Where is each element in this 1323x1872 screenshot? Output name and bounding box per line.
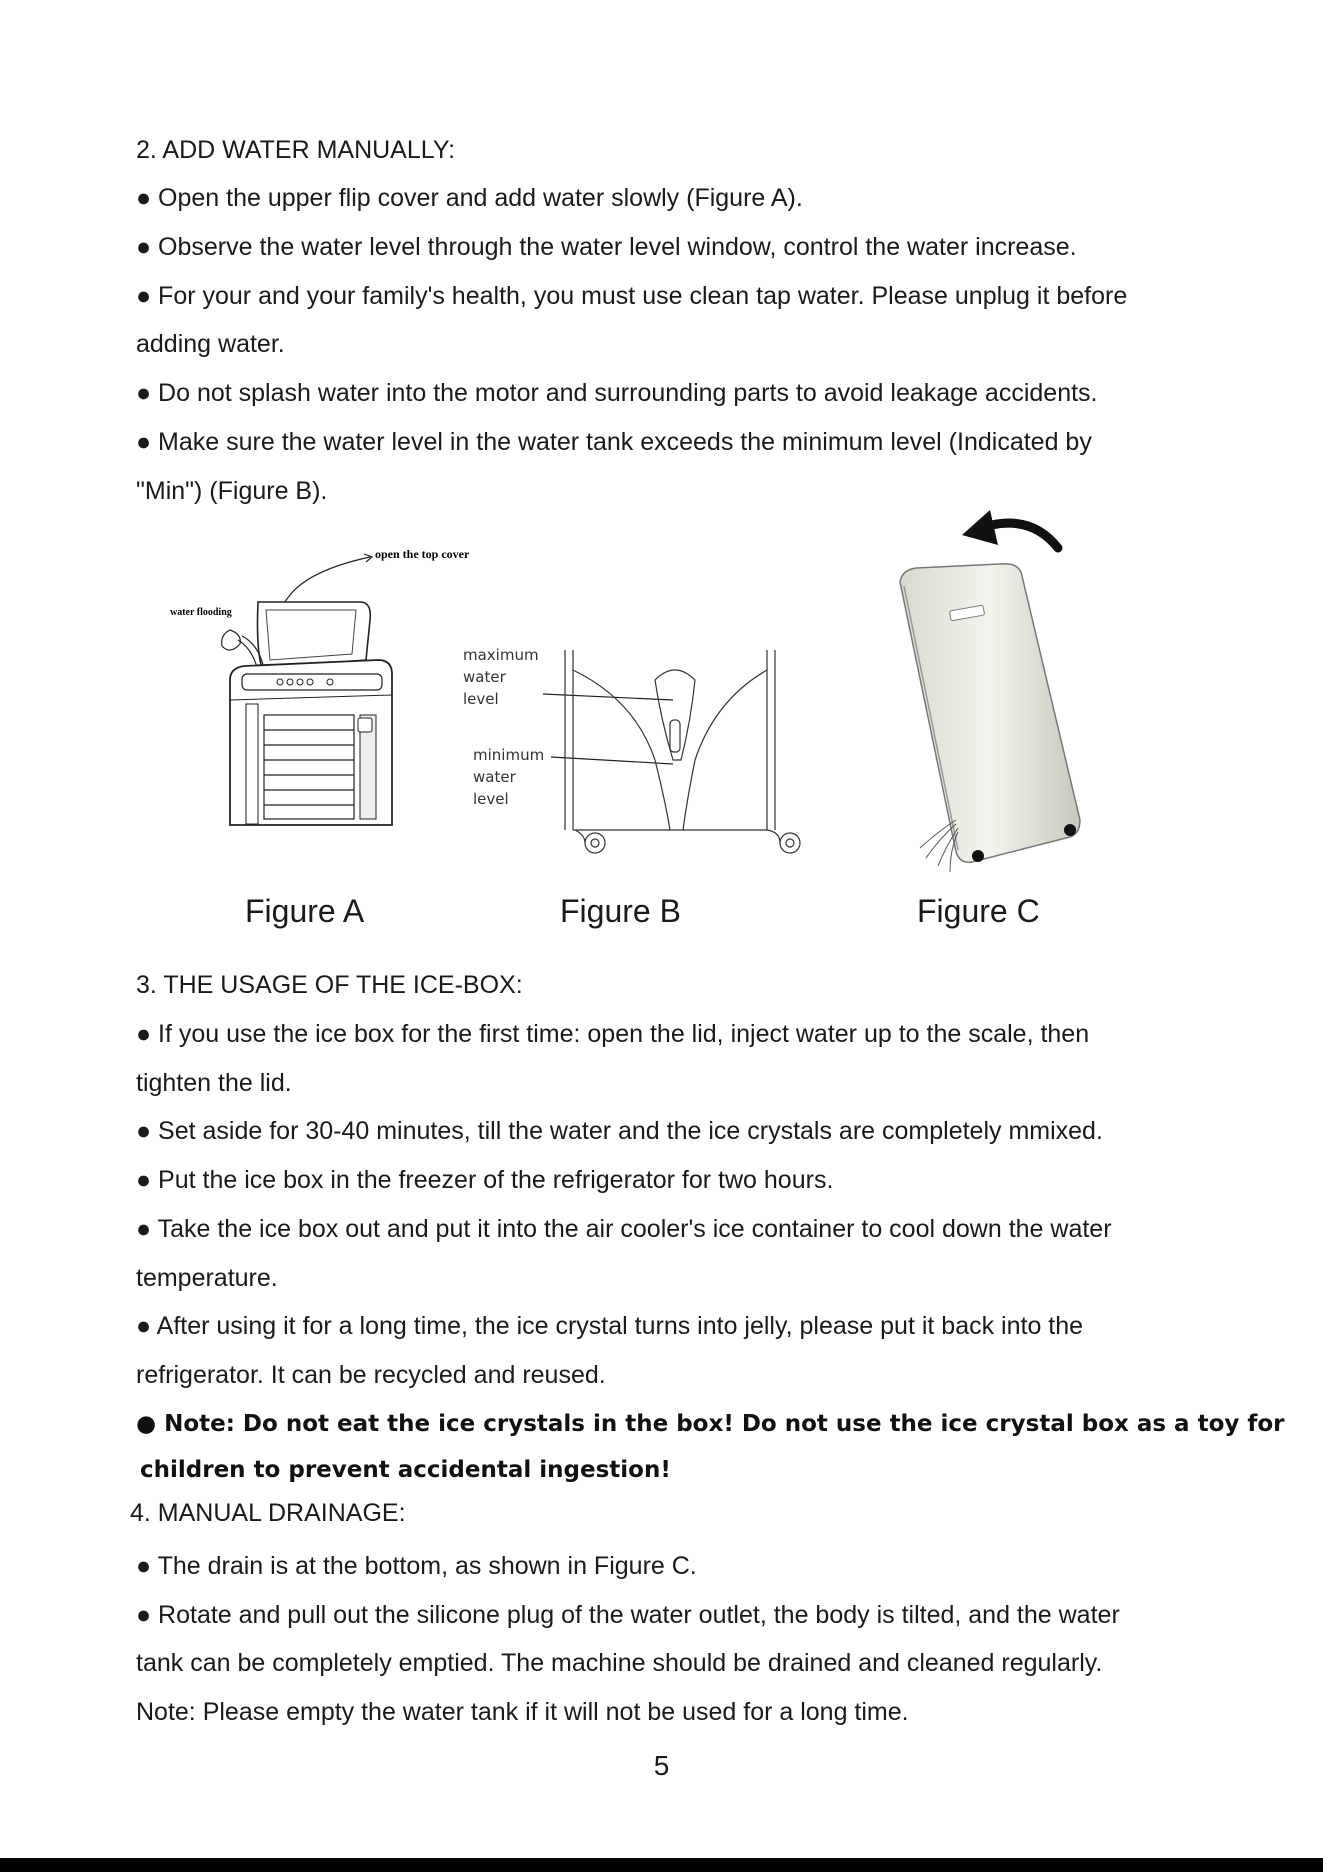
- ice-box-line-5: ● Take the ice box out and put it into the air cooler's ice container to cool down the water: [136, 1215, 1112, 1243]
- figure-b-min-label-2: water: [473, 768, 516, 786]
- section-heading-add-water: 2. ADD WATER MANUALLY:: [136, 136, 456, 164]
- figure-b-illustration: [455, 640, 825, 860]
- ice-box-line-6: temperature.: [136, 1264, 278, 1292]
- ice-box-line-3: ● Set aside for 30-40 minutes, till the water and the ice crystals are completely mmixed.: [136, 1117, 1103, 1145]
- figure-a-label-top-cover: open the top cover: [375, 547, 470, 561]
- figure-b-max-label-3: level: [463, 690, 499, 708]
- figure-a-illustration: [160, 540, 470, 840]
- drainage-line-3: tank can be completely emptied. The machine should be drained and cleaned regularly.: [136, 1649, 1103, 1677]
- ice-box-line-8: refrigerator. It can be recycled and reused.: [136, 1361, 606, 1389]
- add-water-line-4: adding water.: [136, 330, 285, 358]
- figure-a-caption: Figure A: [245, 893, 365, 929]
- page-bottom-border: [0, 1858, 1323, 1872]
- figure-c-illustration: [880, 490, 1090, 880]
- ice-box-line-4: ● Put the ice box in the freezer of the refrigerator for two hours.: [136, 1166, 834, 1194]
- ice-box-line-7: ● After using it for a long time, the ice crystal turns into jelly, please put it back into the: [136, 1312, 1084, 1340]
- ice-box-line-1: ● If you use the ice box for the first time: open the lid, inject water up to the scale, then: [136, 1020, 1090, 1048]
- figure-c-caption: Figure C: [917, 893, 1040, 929]
- ice-box-line-2: tighten the lid.: [136, 1069, 292, 1097]
- drainage-line-2: ● Rotate and pull out the silicone plug of the water outlet, the body is tilted, and the water: [136, 1601, 1120, 1629]
- add-water-line-5: ● Do not splash water into the motor and surrounding parts to avoid leakage accidents.: [136, 379, 1098, 407]
- ice-box-note-line-1: ● Note: Do not eat the ice crystals in the box! Do not use the ice crystal box as a toy for: [136, 1411, 1285, 1437]
- ice-box-note-line-2: children to prevent accidental ingestion!: [140, 1457, 671, 1483]
- add-water-line-1: ● Open the upper flip cover and add water slowly (Figure A).: [136, 184, 803, 212]
- page-number: 5: [653, 1750, 670, 1781]
- add-water-line-2: ● Observe the water level through the water level window, control the water increase.: [136, 233, 1077, 261]
- add-water-line-7: "Min") (Figure B).: [136, 477, 328, 505]
- drainage-line-4: Note: Please empty the water tank if it will not be used for a long time.: [136, 1698, 909, 1726]
- figure-a-label-flooding: water flooding: [170, 607, 232, 618]
- figure-b-max-label-1: maximum: [463, 646, 539, 664]
- section-heading-drainage: 4. MANUAL DRAINAGE:: [130, 1499, 406, 1527]
- add-water-line-3: ● For your and your family's health, you must use clean tap water. Please unplug it before: [136, 282, 1128, 310]
- figure-b-caption: Figure B: [560, 893, 681, 929]
- figure-b-min-label-3: level: [473, 790, 509, 808]
- figure-b-min-label-1: minimum: [473, 746, 545, 764]
- arrow-icon: [962, 510, 998, 545]
- add-water-line-6: ● Make sure the water level in the water tank exceeds the minimum level (Indicated by: [136, 428, 1092, 456]
- figure-b-max-label-2: water: [463, 668, 506, 686]
- drainage-line-1: ● The drain is at the bottom, as shown in Figure C.: [136, 1552, 697, 1580]
- section-heading-ice-box: 3. THE USAGE OF THE ICE-BOX:: [136, 971, 523, 999]
